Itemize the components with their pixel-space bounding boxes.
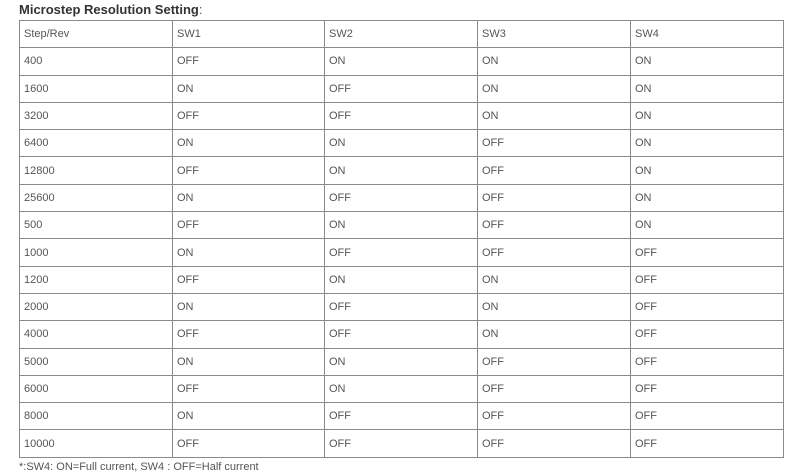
sw3-cell: ON xyxy=(478,102,631,129)
sw1-cell: OFF xyxy=(173,321,325,348)
sw4-cell: OFF xyxy=(631,239,784,266)
sw4-cell: ON xyxy=(631,102,784,129)
sw4-cell: OFF xyxy=(631,403,784,430)
sw4-cell: ON xyxy=(631,48,784,75)
sw1-cell: OFF xyxy=(173,102,325,129)
column-header-sw4: SW4 xyxy=(631,21,784,48)
sw1-cell: OFF xyxy=(173,266,325,293)
step-rev-cell: 400 xyxy=(20,48,173,75)
table-row xyxy=(20,239,784,266)
sw3-cell: ON xyxy=(478,293,631,320)
sw1-cell: ON xyxy=(173,348,325,375)
sw1-cell: OFF xyxy=(173,430,325,457)
sw4-cell: ON xyxy=(631,212,784,239)
sw4-cell: OFF xyxy=(631,430,784,457)
step-rev-cell: 500 xyxy=(20,212,173,239)
sw1-cell: OFF xyxy=(173,48,325,75)
section-heading xyxy=(19,1,202,19)
sw2-cell: ON xyxy=(325,157,478,184)
table-row xyxy=(20,75,784,102)
sw3-cell: ON xyxy=(478,266,631,293)
sw1-cell: ON xyxy=(173,239,325,266)
step-rev-cell: 6400 xyxy=(20,130,173,157)
sw2-cell: OFF xyxy=(325,403,478,430)
section-title-colon: : xyxy=(198,2,203,17)
sw4-cell: OFF xyxy=(631,266,784,293)
microstep-resolution-table xyxy=(19,20,784,458)
sw4-cell: OFF xyxy=(631,293,784,320)
sw3-cell: OFF xyxy=(478,184,631,211)
sw2-cell: ON xyxy=(325,348,478,375)
table-row xyxy=(20,157,784,184)
table-body xyxy=(20,21,784,458)
column-header-sw2: SW2 xyxy=(325,21,478,48)
sw3-cell: OFF xyxy=(478,239,631,266)
sw4-cell: ON xyxy=(631,157,784,184)
sw3-cell: OFF xyxy=(478,348,631,375)
table-row xyxy=(20,293,784,320)
step-rev-cell: 2000 xyxy=(20,293,173,320)
sw4-cell: ON xyxy=(631,184,784,211)
step-rev-cell: 1600 xyxy=(20,75,173,102)
sw2-cell: OFF xyxy=(325,239,478,266)
step-rev-cell: 6000 xyxy=(20,375,173,402)
sw1-cell: OFF xyxy=(173,157,325,184)
table-row xyxy=(20,184,784,211)
sw1-cell: ON xyxy=(173,184,325,211)
sw3-cell: OFF xyxy=(478,212,631,239)
sw4-cell: OFF xyxy=(631,321,784,348)
table-row xyxy=(20,48,784,75)
sw2-cell: ON xyxy=(325,48,478,75)
sw2-cell: ON xyxy=(325,266,478,293)
sw2-cell: ON xyxy=(325,130,478,157)
sw2-cell: OFF xyxy=(325,321,478,348)
table-row xyxy=(20,375,784,402)
sw2-cell: OFF xyxy=(325,102,478,129)
table-row xyxy=(20,266,784,293)
step-rev-cell: 1000 xyxy=(20,239,173,266)
step-rev-cell: 25600 xyxy=(20,184,173,211)
column-header-step-rev: Step/Rev xyxy=(20,21,173,48)
footnote: *:SW4: ON=Full current, SW4 : OFF=Half current xyxy=(19,461,259,473)
sw1-cell: ON xyxy=(173,403,325,430)
sw3-cell: ON xyxy=(478,48,631,75)
sw1-cell: OFF xyxy=(173,375,325,402)
table-row xyxy=(20,348,784,375)
section-title: Microstep Resolution Setting xyxy=(19,2,199,17)
sw1-cell: OFF xyxy=(173,212,325,239)
sw1-cell: ON xyxy=(173,130,325,157)
table-row xyxy=(20,102,784,129)
sw4-cell: OFF xyxy=(631,375,784,402)
sw1-cell: ON xyxy=(173,75,325,102)
sw2-cell: OFF xyxy=(325,184,478,211)
step-rev-cell: 10000 xyxy=(20,430,173,457)
sw3-cell: ON xyxy=(478,321,631,348)
sw2-cell: OFF xyxy=(325,293,478,320)
step-rev-cell: 12800 xyxy=(20,157,173,184)
sw1-cell: ON xyxy=(173,293,325,320)
table-row xyxy=(20,212,784,239)
sw2-cell: OFF xyxy=(325,75,478,102)
step-rev-cell: 1200 xyxy=(20,266,173,293)
step-rev-cell: 3200 xyxy=(20,102,173,129)
table-row xyxy=(20,430,784,457)
sw3-cell: OFF xyxy=(478,130,631,157)
column-header-sw3: SW3 xyxy=(478,21,631,48)
step-rev-cell: 5000 xyxy=(20,348,173,375)
sw3-cell: OFF xyxy=(478,403,631,430)
step-rev-cell: 8000 xyxy=(20,403,173,430)
sw3-cell: OFF xyxy=(478,157,631,184)
table-row xyxy=(20,321,784,348)
sw4-cell: ON xyxy=(631,75,784,102)
table-header-row xyxy=(20,21,784,48)
sw4-cell: OFF xyxy=(631,348,784,375)
table-row xyxy=(20,130,784,157)
column-header-sw1: SW1 xyxy=(173,21,325,48)
sw2-cell: OFF xyxy=(325,430,478,457)
sw2-cell: ON xyxy=(325,212,478,239)
table-row xyxy=(20,403,784,430)
sw3-cell: OFF xyxy=(478,430,631,457)
sw4-cell: ON xyxy=(631,130,784,157)
step-rev-cell: 4000 xyxy=(20,321,173,348)
sw2-cell: ON xyxy=(325,375,478,402)
sw3-cell: OFF xyxy=(478,375,631,402)
sw3-cell: ON xyxy=(478,75,631,102)
